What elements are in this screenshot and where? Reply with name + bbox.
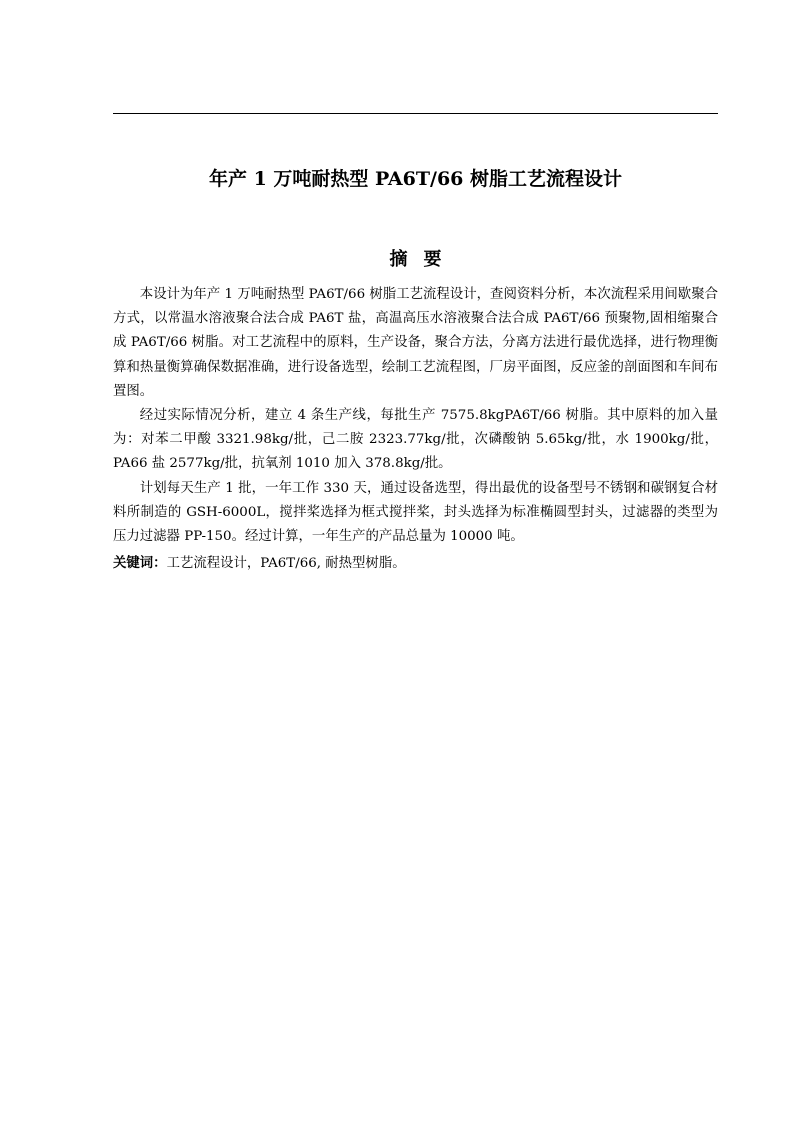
keywords-text: 工艺流程设计，PA6T/66, 耐热型树脂。: [166, 556, 406, 572]
document-title: 年产 1 万吨耐热型 PA6T/66 树脂工艺流程设计: [208, 168, 623, 190]
header-rule: [113, 113, 718, 114]
abstract-paragraph-1: 本设计为年产 1 万吨耐热型 PA6T/66 树脂工艺流程设计，查阅资料分析，本次流程采用间歇聚合方式，以常温水溶液聚合法合成 PA6T 盐，高温高压水溶液聚合法合成 PA6T/66 预聚物,固相缩聚合成 PA6T/66 树脂。对工艺流程中的原料，生产设备，聚合方法，分离方法进行最优选择，进行物理衡算和热量衡算确保数据准确，进行设备选型，绘制工艺流程图，厂房平面图，反应釜的剖面图和车间布置图。: [113, 287, 718, 399]
keywords-label: 关键词：: [113, 555, 167, 572]
keywords-line: [113, 551, 718, 576]
abstract-paragraph-2: 经过实际情况分析，建立 4 条生产线，每批生产 7575.8kgPA6T/66 树脂。其中原料的加入量为：对苯二甲酸 3321.98kg/批，己二胺 2323.77kg/批，次磷酸钠 5.65kg/批，水 1900kg/批，PA66 盐 2577kg/批，抗氧剂 1010 加入 378.8kg/批。: [113, 408, 718, 472]
abstract-body: [113, 283, 718, 576]
abstract-heading: 摘要: [389, 249, 458, 270]
abstract-paragraph-3: 计划每天生产 1 批，一年工作 330 天，通过设备选型，得出最优的设备型号不锈钢和碳钢复合材料所制造的 GSH-6000L，搅拌桨选择为框式搅拌桨，封头选择为标准椭圆型封头，过滤器的类型为压力过滤器 PP-150。经过计算，一年生产的产品总量为 10000 吨。: [113, 480, 718, 545]
